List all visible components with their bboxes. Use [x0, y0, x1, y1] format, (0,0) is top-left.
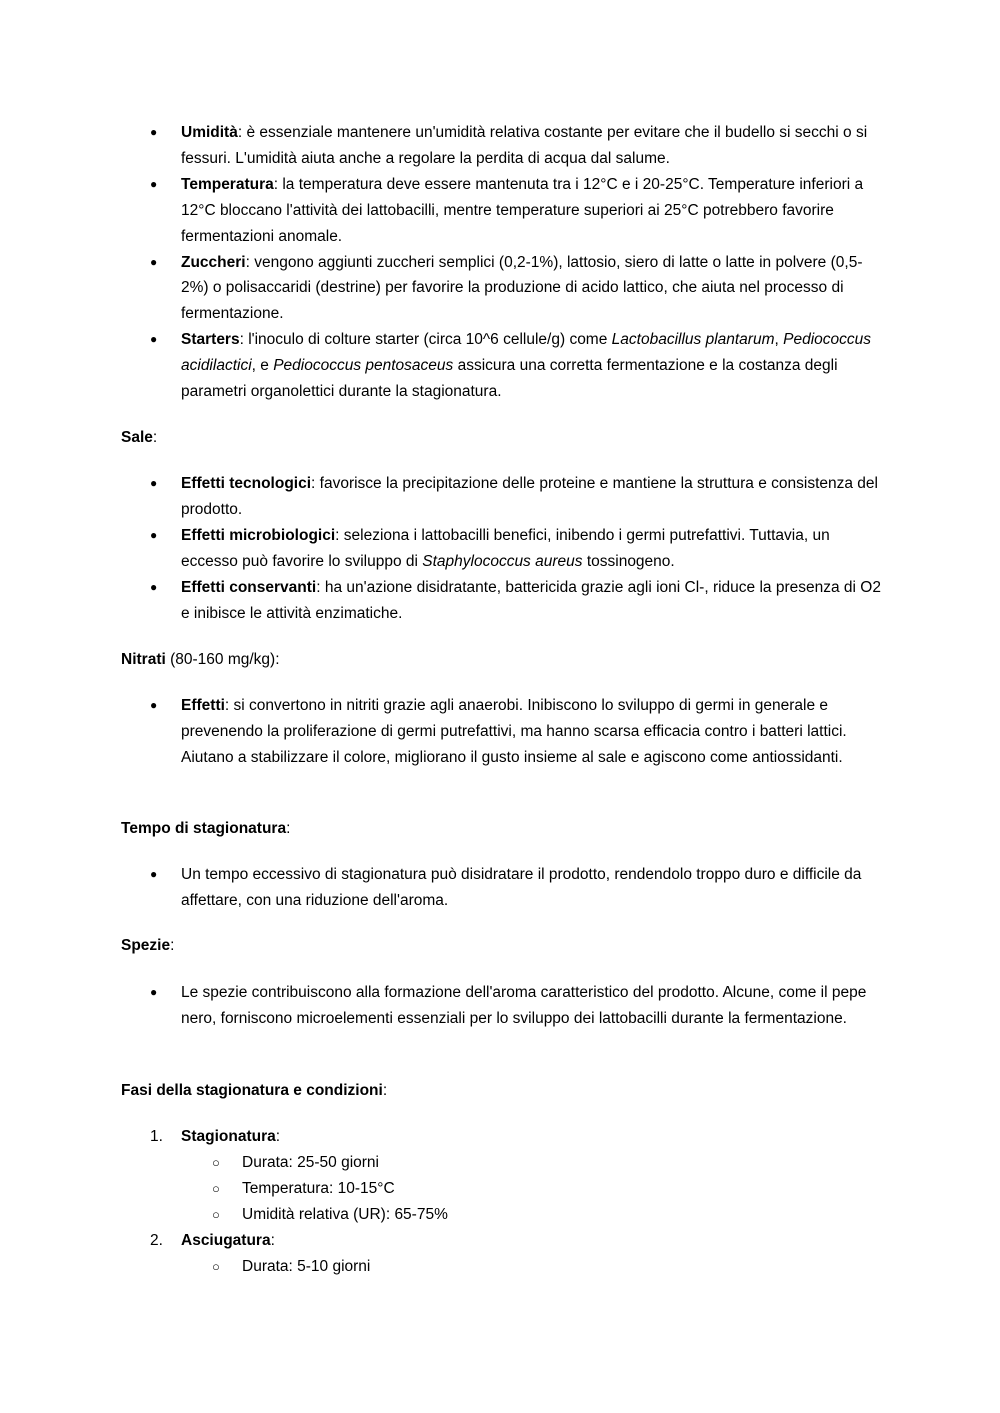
list-item: ● Un tempo eccessivo di stagionatura può disidratare il prodotto, rendendolo troppo duro e difficile da affettare, con una riduzione dell'aroma. — [121, 862, 881, 914]
section-heading-nitrati: Nitrati (80-160 mg/kg): — [121, 651, 280, 668]
list-item: ● Temperatura: la temperatura deve essere mantenuta tra i 12°C e i 20-25°C. Temperature inferiori a 12°C bloccano l'attività dei lattobacilli, mentre temperature superiori ai 25°C potrebbero favorire fermentazioni anomale. — [121, 172, 881, 250]
sub-list-item: ○ Temperatura: 10-15°C — [181, 1176, 881, 1202]
list-item: ● Zuccheri: vengono aggiunti zuccheri semplici (0,2-1%), lattosio, siero di latte o latte in polvere (0,5-2%) o polisaccaridi (destrine) per favorire la produzione di acido lattico, che aiuta nel processo di fermentazione. — [121, 250, 881, 328]
sub-list — [181, 1150, 881, 1228]
section-heading-sale: Sale: — [121, 429, 158, 446]
list-item: ● Le spezie contribuiscono alla formazione dell'aroma caratteristico del prodotto. Alcune, come il pepe nero, forniscono microelementi essenziali per lo sviluppo dei lattobacilli durante la fermentazione. — [121, 980, 881, 1032]
spezie-list — [121, 980, 881, 1032]
section-heading-tempo: Tempo di stagionatura: — [121, 820, 291, 837]
conditions-list — [121, 120, 881, 405]
list-item: 1. Stagionatura: ○ Durata: 25-50 giorni ○ Temperatura: 10-15°C ○ Umidità relativa (UR): 65-75% — [121, 1124, 881, 1228]
list-item: 2. Asciugatura: ○ Durata: 5-10 giorni — [121, 1228, 881, 1280]
list-item: ● Effetti conservanti: ha un'azione disidratante, battericida grazie agli ioni Cl-, riduce la presenza di O2 e inibisce le attività enzimatiche. — [121, 575, 881, 627]
sub-list — [181, 1254, 881, 1280]
sub-list-item: ○ Durata: 25-50 giorni — [181, 1150, 881, 1176]
sale-list — [121, 471, 881, 626]
list-item: ● Effetti: si convertono in nitriti grazie agli anaerobi. Inibiscono lo sviluppo di germi in generale e prevenendo la proliferazione di germi putrefattivi, ma hanno scarsa efficacia contro i batteri lattici. Aiutano a stabilizzare il colore, migliorano il gusto insieme al sale e agiscono come antiossidanti. — [121, 693, 881, 771]
section-heading-fasi: Fasi della stagionatura e condizioni: — [121, 1082, 388, 1099]
list-item: ● Effetti microbiologici: seleziona i lattobacilli benefici, inibendo i germi putrefattivi. Tuttavia, un eccesso può favorire lo sviluppo di Staphylococcus aureus tossinogeno. — [121, 523, 881, 575]
sub-list-item: ○ Durata: 5-10 giorni — [181, 1254, 881, 1280]
section-heading-spezie: Spezie: — [121, 937, 175, 954]
list-item: ● Starters: l'inoculo di colture starter (circa 10^6 cellule/g) come Lactobacillus plantarum, Pediococcus acidilactici, e Pediococcus pentosaceus assicura una corretta fermentazione e la costanza degli parametri organolettici durante la stagionatura. — [121, 327, 881, 405]
list-item: ● Effetti tecnologici: favorisce la precipitazione delle proteine e mantiene la struttura e consistenza del prodotto. — [121, 471, 881, 523]
nitrati-list — [121, 693, 881, 771]
list-item: ● Umidità: è essenziale mantenere un'umidità relativa costante per evitare che il budello si secchi o si fessuri. L'umidità aiuta anche a regolare la perdita di acqua dal salume. — [121, 120, 881, 172]
fasi-list — [121, 1124, 881, 1279]
tempo-list — [121, 862, 881, 914]
sub-list-item: ○ Umidità relativa (UR): 65-75% — [181, 1202, 881, 1228]
